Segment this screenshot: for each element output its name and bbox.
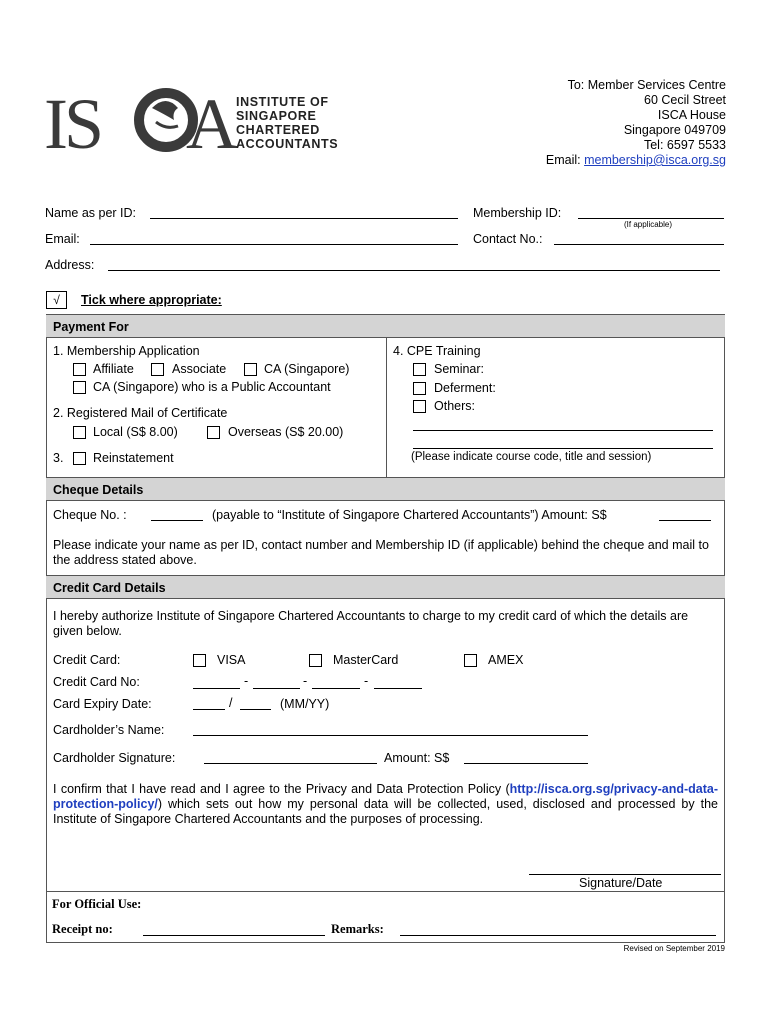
address-email-label: Email: — [545, 153, 585, 167]
privacy-text-start: I confirm that I have read and I agree to the Privacy and Data Protection Policy ( — [53, 782, 510, 796]
card-no-group-3[interactable] — [312, 688, 360, 689]
membership-id-field[interactable] — [578, 218, 724, 219]
overseas-mail-checkbox[interactable] — [207, 426, 220, 439]
local-mail-label: Local (S$ 8.00) — [93, 425, 178, 439]
expiry-month-field[interactable] — [193, 709, 225, 710]
ca-singapore-label: CA (Singapore) — [264, 362, 350, 376]
cheque-no-label: Cheque No. : — [53, 508, 127, 522]
associate-label: Associate — [172, 362, 227, 376]
address-building: ISCA House — [657, 108, 726, 122]
others-checkbox[interactable] — [413, 400, 426, 413]
course-note: (Please indicate course code, title and session) — [411, 451, 652, 463]
address-field[interactable] — [108, 270, 720, 271]
associate-checkbox[interactable] — [151, 363, 164, 376]
card-no-dash-3: - — [364, 674, 369, 688]
email-label: Email: — [45, 232, 80, 246]
card-no-dash-1: - — [244, 674, 249, 688]
address-street: 60 Cecil Street — [644, 93, 726, 107]
logo-line-3: CHARTERED — [236, 123, 320, 137]
contact-field[interactable] — [554, 244, 724, 245]
privacy-confirmation — [53, 782, 718, 827]
seminar-checkbox[interactable] — [413, 363, 426, 376]
tick-instruction: Tick where appropriate: — [81, 293, 222, 307]
privacy-policy-link[interactable]: http://isca.org.sg/privacy-and-data-protection-policy/ — [53, 782, 718, 811]
tick-box — [46, 291, 67, 309]
name-label: Name as per ID: — [45, 206, 137, 220]
logo-line-2: SINGAPORE — [236, 109, 317, 123]
credit-authorize-text: I hereby authorize Institute of Singapore Chartered Accountants to charge to my credit card of which the details are given below. — [53, 609, 689, 638]
address-tel: Tel: 6597 5533 — [643, 138, 726, 152]
privacy-text-end: ) which sets out how my personal data will be collected, used, disclosed and processed by the Institute of Singapore Chartered Accountants and the purposes of processing. — [53, 797, 718, 826]
credit-card-no-label: Credit Card No: — [53, 675, 140, 689]
svg-text:IS: IS — [44, 86, 101, 156]
expiry-format: (MM/YY) — [280, 697, 330, 711]
local-mail-checkbox[interactable] — [73, 426, 86, 439]
deferment-label: Deferment: — [434, 381, 496, 395]
expiry-year-field[interactable] — [240, 709, 271, 710]
credit-card-label: Credit Card: — [53, 653, 121, 667]
visa-label: VISA — [217, 653, 246, 667]
signature-date-label: Signature/Date — [579, 876, 663, 890]
official-use-label: For Official Use: — [52, 897, 142, 911]
logo-line-1: INSTITUTE OF — [236, 95, 329, 109]
official-divider — [46, 891, 725, 892]
payment-divider — [386, 338, 387, 478]
cpe-training-label: 4. CPE Training — [393, 344, 481, 358]
membership-email-link[interactable]: membership@isca.org.sg — [584, 153, 726, 167]
cardholder-name-field[interactable] — [193, 735, 588, 736]
logo-line-4: ACCOUNTANTS — [236, 137, 339, 151]
address-label: Address: — [45, 258, 95, 272]
amex-label: AMEX — [488, 653, 524, 667]
mastercard-label: MasterCard — [333, 653, 399, 667]
logo-name — [236, 95, 338, 151]
remarks-label: Remarks: — [331, 922, 384, 936]
ca-public-accountant-label: CA (Singapore) who is a Public Accountant — [93, 380, 331, 394]
signature-date-field[interactable] — [529, 874, 721, 875]
amex-checkbox[interactable] — [464, 654, 477, 667]
affiliate-label: Affiliate — [93, 362, 134, 376]
receipt-no-label: Receipt no: — [52, 922, 113, 936]
cheque-amount-field[interactable] — [659, 520, 711, 521]
payment-for-header: Payment For — [46, 314, 725, 338]
tick-symbol: √ — [53, 293, 60, 307]
ca-public-accountant-checkbox[interactable] — [73, 381, 86, 394]
course-line-1[interactable] — [413, 430, 713, 431]
card-no-dash-2: - — [303, 674, 308, 688]
course-line-2[interactable] — [413, 448, 713, 449]
cardholder-signature-field[interactable] — [204, 763, 377, 764]
cheque-payable-text: (payable to “Institute of Singapore Chartered Accountants”) Amount: S$ — [212, 508, 607, 522]
others-label: Others: — [434, 399, 475, 413]
credit-card-details-header: Credit Card Details — [46, 575, 725, 599]
remarks-field[interactable] — [400, 935, 716, 936]
svg-text:A: A — [186, 86, 238, 156]
expiry-slash: / — [229, 696, 233, 710]
address-to: To: Member Services Centre — [567, 78, 726, 92]
reinstatement-label: Reinstatement — [93, 451, 174, 465]
card-no-group-1[interactable] — [193, 688, 240, 689]
cardholder-name-label: Cardholder’s Name: — [53, 723, 165, 737]
cheque-instruction: Please indicate your name as per ID, contact number and Membership ID (if applicable) behind the cheque and mail to the address stated above. — [53, 538, 709, 567]
membership-application-label: 1. Membership Application — [53, 344, 200, 358]
address-city: Singapore 049709 — [623, 123, 726, 137]
cheque-no-field[interactable] — [151, 520, 203, 521]
if-applicable-note: (If applicable) — [624, 220, 673, 229]
cardholder-signature-label: Cardholder Signature: — [53, 751, 176, 765]
item3-number: 3. — [53, 451, 64, 465]
affiliate-checkbox[interactable] — [73, 363, 86, 376]
reinstatement-checkbox[interactable] — [73, 452, 86, 465]
card-amount-label: Amount: S$ — [384, 751, 450, 765]
revision-note: Revised on September 2019 — [623, 944, 725, 953]
registered-mail-label: 2. Registered Mail of Certificate — [53, 406, 228, 420]
ca-singapore-checkbox[interactable] — [244, 363, 257, 376]
deferment-checkbox[interactable] — [413, 382, 426, 395]
address-block — [546, 78, 726, 168]
mastercard-checkbox[interactable] — [309, 654, 322, 667]
seminar-label: Seminar: — [434, 362, 485, 376]
name-field[interactable] — [150, 218, 458, 219]
card-amount-field[interactable] — [464, 763, 588, 764]
card-expiry-label: Card Expiry Date: — [53, 697, 152, 711]
membership-id-label: Membership ID: — [473, 206, 562, 220]
address-email — [546, 153, 726, 168]
card-no-group-2[interactable] — [253, 688, 300, 689]
card-no-group-4[interactable] — [374, 688, 422, 689]
receipt-no-field[interactable] — [143, 935, 325, 936]
cheque-details-header: Cheque Details — [46, 477, 725, 501]
contact-label: Contact No.: — [473, 232, 543, 246]
email-field[interactable] — [90, 244, 458, 245]
overseas-mail-label: Overseas (S$ 20.00) — [228, 425, 344, 439]
visa-checkbox[interactable] — [193, 654, 206, 667]
